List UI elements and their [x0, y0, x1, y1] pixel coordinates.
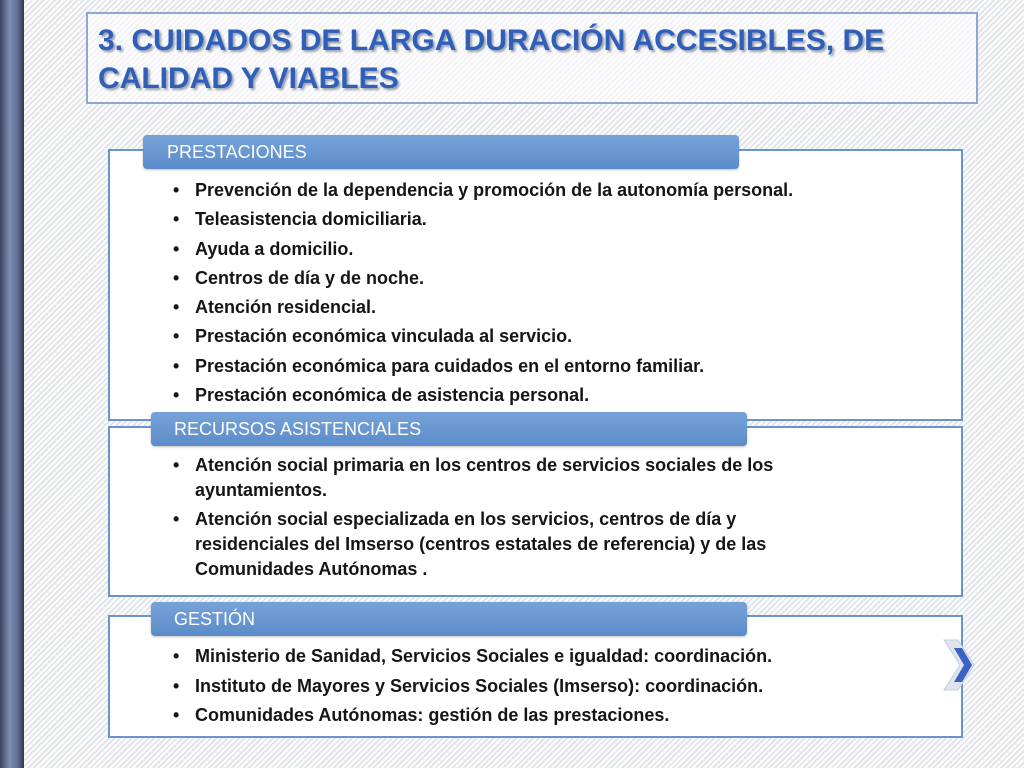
list-item: • Ayuda a domicilio.	[171, 235, 951, 264]
list-item: • Atención social especializada en los servicios, centros de día y residenciales del Imserso (centros estatales de referencia) y de las Comunidades Autónomas .	[171, 507, 821, 582]
list-item: • Atención residencial.	[171, 293, 951, 322]
list-item: • Prestación económica de asistencia personal.	[171, 381, 951, 410]
list-item: • Ministerio de Sanidad, Servicios Sociales e igualdad: coordinación.	[171, 642, 951, 672]
list-gestion	[171, 642, 951, 731]
list-recursos	[171, 453, 821, 582]
section-header-recursos: RECURSOS ASISTENCIALES	[151, 412, 747, 446]
list-item: • Comunidades Autónomas: gestión de las prestaciones.	[171, 701, 951, 731]
chevron-right-icon	[940, 638, 976, 692]
list-item: • Teleasistencia domiciliaria.	[171, 205, 951, 234]
list-item: • Prestación económica vinculada al servicio.	[171, 322, 951, 351]
slide-title: 3. CUIDADOS DE LARGA DURACIÓN ACCESIBLES, DE CALIDAD Y VIABLES	[98, 24, 885, 95]
list-item: • Prevención de la dependencia y promoción de la autonomía personal.	[171, 176, 951, 205]
title-box	[86, 12, 978, 104]
list-item: • Prestación económica para cuidados en el entorno familiar.	[171, 352, 951, 381]
list-item: • Atención social primaria en los centros de servicios sociales de los ayuntamientos.	[171, 453, 821, 503]
section-header-prestaciones: PRESTACIONES	[143, 135, 739, 169]
section-header-gestion: GESTIÓN	[151, 602, 747, 636]
side-decoration-bar	[0, 0, 24, 768]
list-item: • Instituto de Mayores y Servicios Sociales (Imserso): coordinación.	[171, 672, 951, 702]
next-slide-button[interactable]	[940, 638, 976, 692]
list-item: • Centros de día y de noche.	[171, 264, 951, 293]
list-prestaciones	[171, 176, 951, 410]
